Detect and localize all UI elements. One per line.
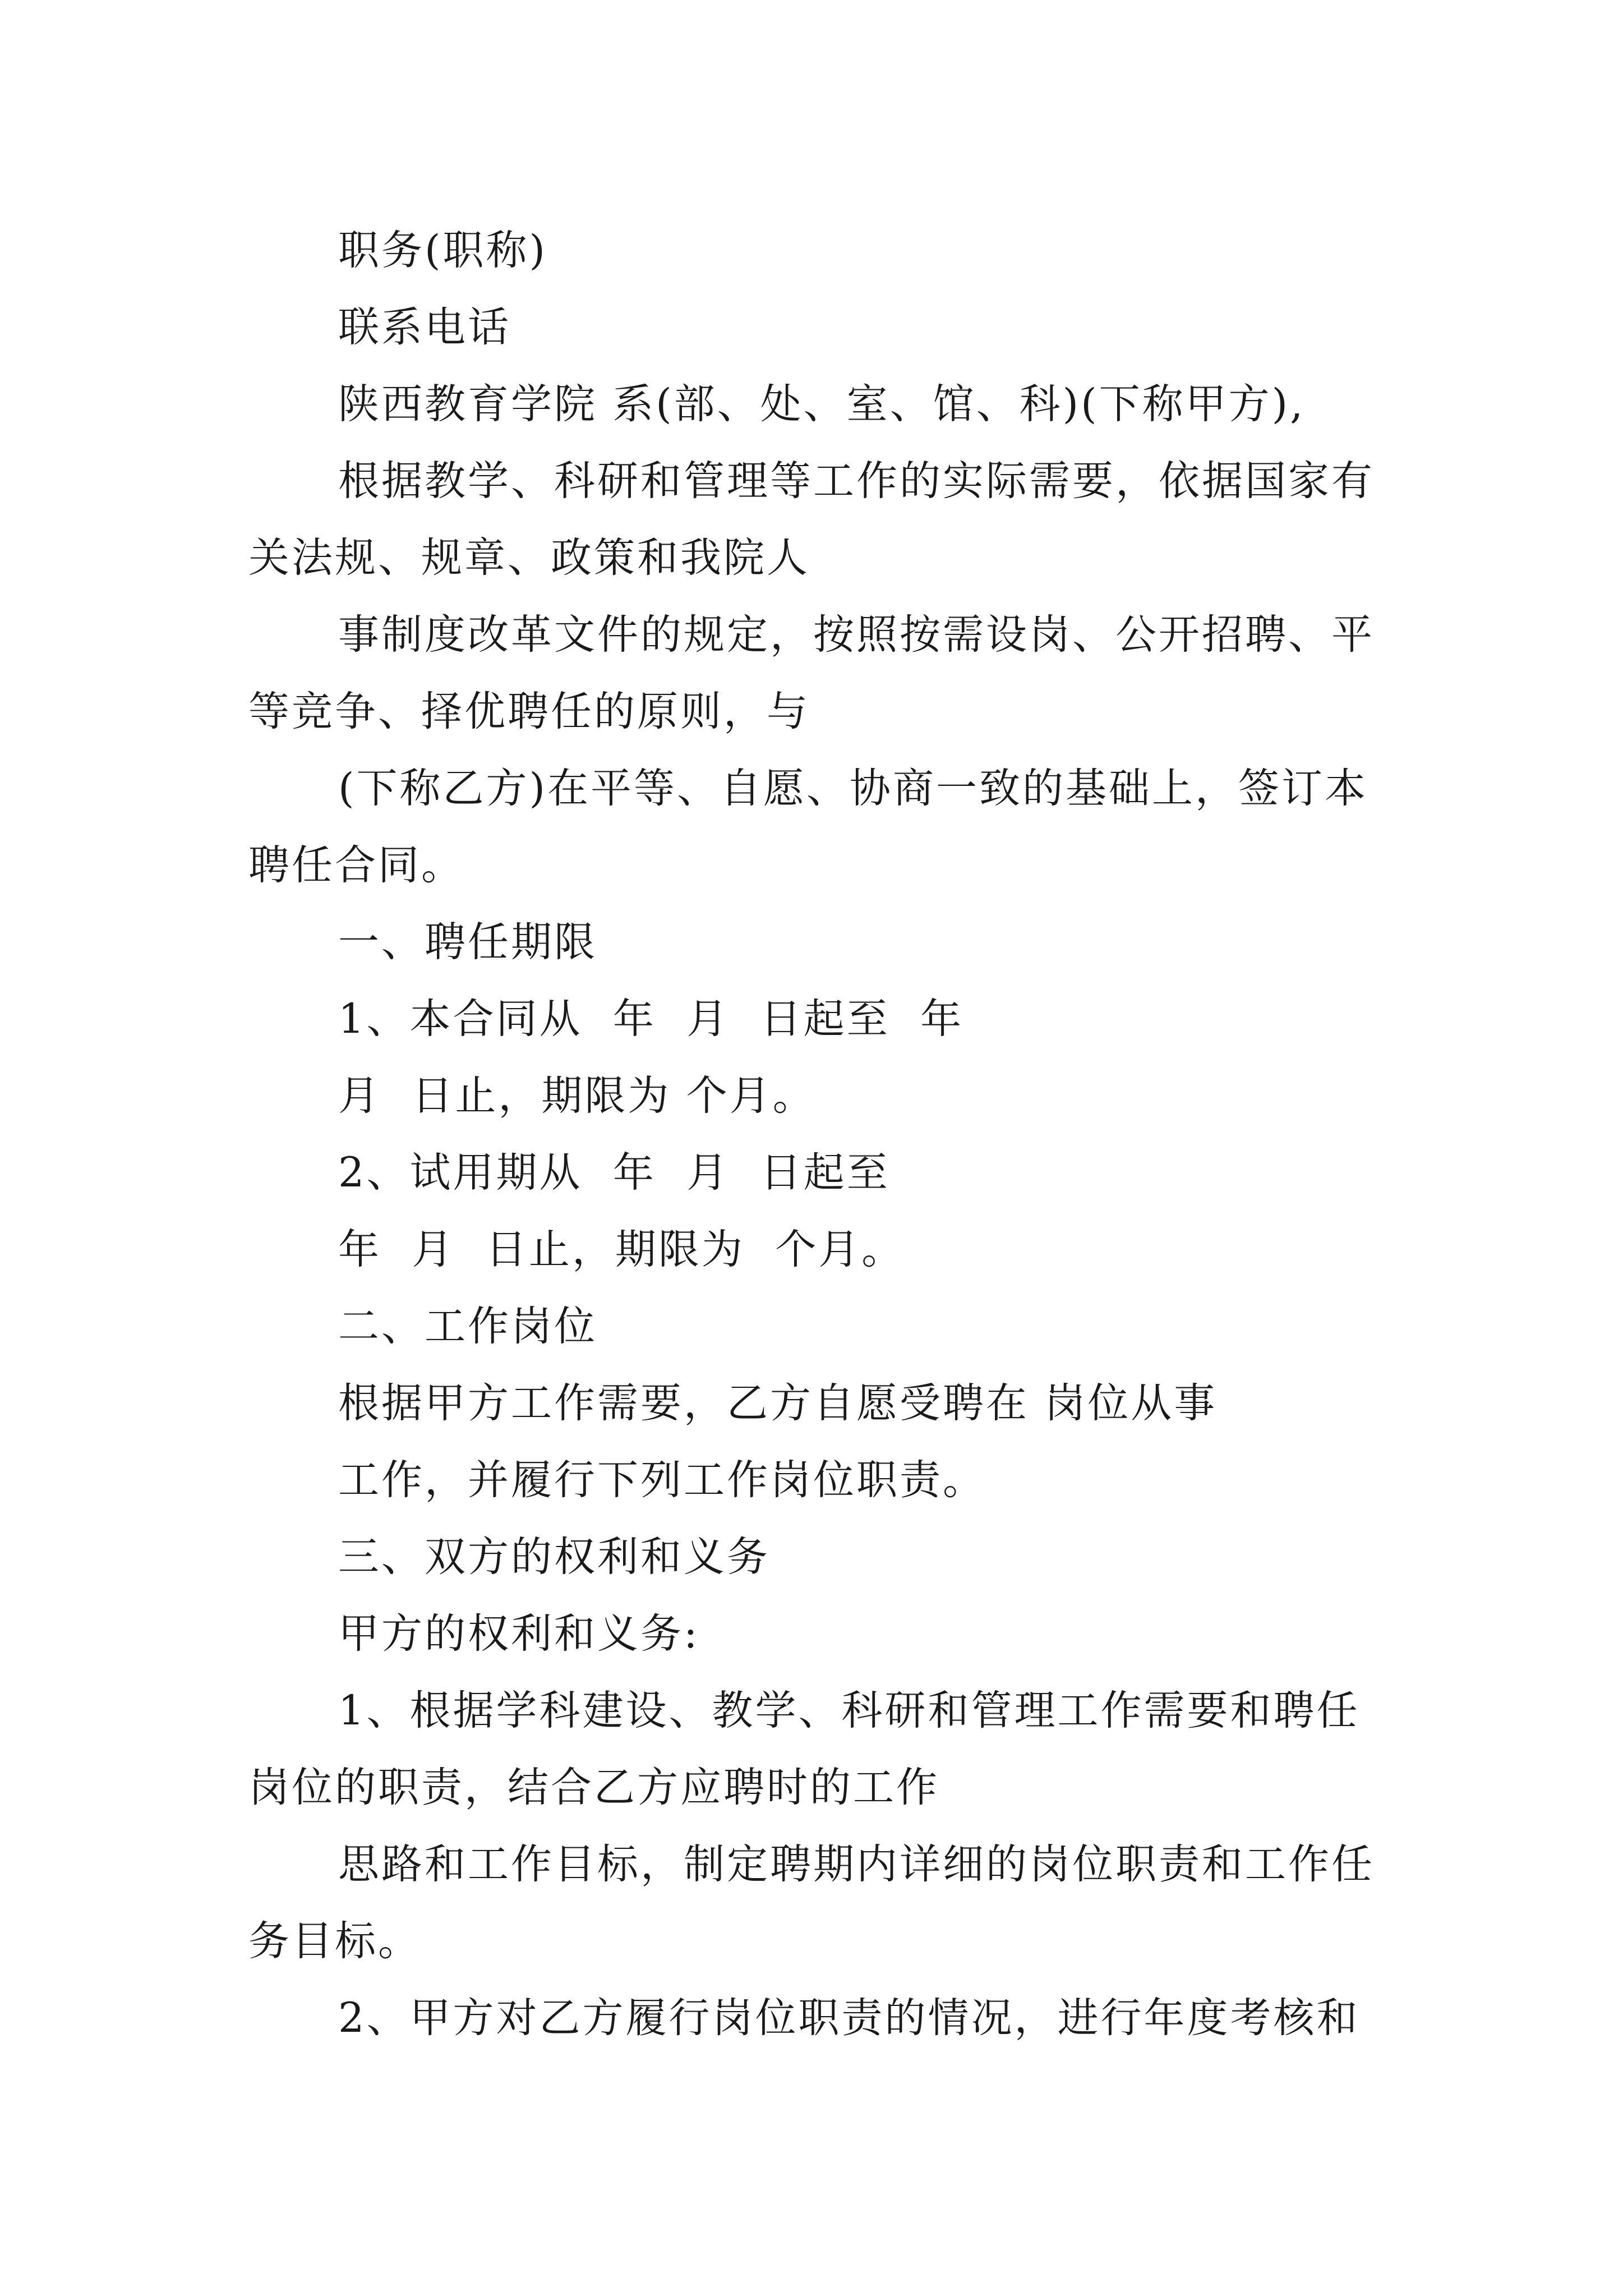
paragraph-party-a: 陕西教育学院 系(部、处、室、馆、科)(下称甲方), (338, 380, 1306, 428)
paragraph-position-duties: 工作，并履行下列工作岗位职责。 (338, 1456, 986, 1504)
section-heading-position: 二、工作岗位 (338, 1303, 597, 1350)
paragraph-regulations: 事制度改革文件的规定，按照按需设岗、公开招聘、平等竞争、择优聘任的原则，与 (248, 611, 1375, 735)
paragraph-probation-end: 年 月 日止，期限为 个月。 (338, 1226, 905, 1273)
paragraph-position-title: 职务(职称) (338, 227, 547, 274)
paragraph-item-2: 2、甲方对乙方履行岗位职责的情况，进行年度考核和 (338, 1994, 1360, 2042)
paragraph-party-a-rights: 甲方的权利和义务: (338, 1610, 700, 1658)
paragraph-item-1: 1、根据学科建设、教学、科研和管理工作需要和聘任岗位的职责，结合乙方应聘时的工作 (248, 1687, 1360, 1811)
paragraph-position-assignment: 根据甲方工作需要，乙方自愿受聘在 岗位从事 (338, 1379, 1218, 1427)
paragraph-probation-start: 2、试用期从 年 月 日起至 (338, 1149, 890, 1197)
paragraph-contract-term-end: 月 日止，期限为 个月。 (338, 1072, 816, 1120)
paragraph-party-b: (下称乙方)在平等、自愿、协商一致的基础上，签订本聘任合同。 (248, 765, 1368, 889)
paragraph-item-1-continued: 思路和工作目标，制定聘期内详细的岗位职责和工作任务目标。 (248, 1841, 1375, 1965)
paragraph-contract-term-start: 1、本合同从 年 月 日起至 年 (338, 995, 964, 1043)
document-body (248, 212, 1390, 2056)
section-heading-rights: 三、双方的权利和义务 (338, 1533, 770, 1581)
section-heading-term: 一、聘任期限 (338, 918, 597, 966)
paragraph-contact-phone: 联系电话 (338, 303, 511, 351)
paragraph-basis: 根据教学、科研和管理等工作的实际需要，依据国家有关法规、规章、政策和我院人 (248, 457, 1375, 582)
